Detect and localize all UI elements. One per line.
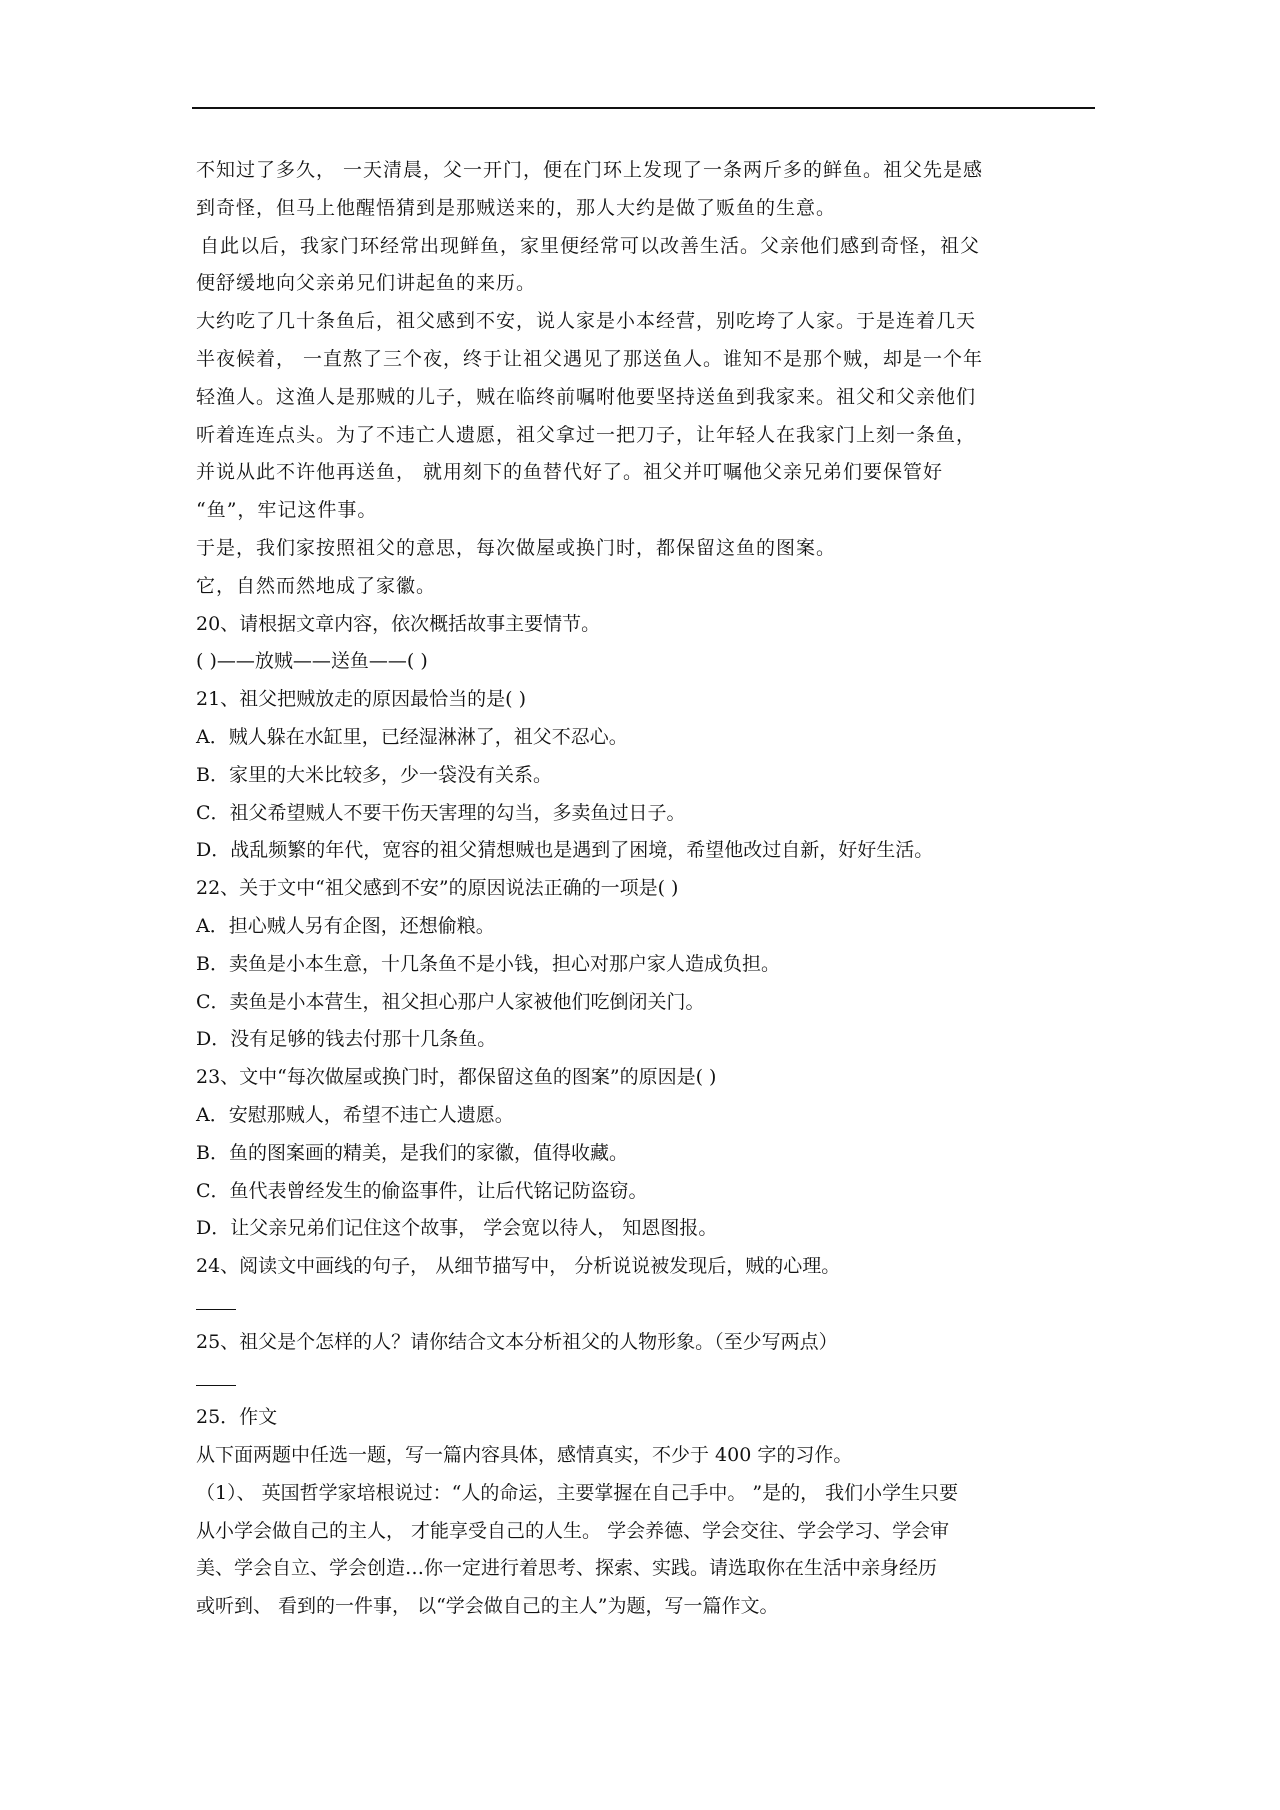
option-d: D．战乱频繁的年代，宽容的祖父猜想贼也是遇到了困境，希望他改过自新，好好生活。 xyxy=(196,839,934,862)
composition-intro: 从下面两题中任选一题，写一篇内容具体，感情真实，不少于 400 字的习作。 xyxy=(196,1444,853,1467)
story-line: 并说从此不许他再送鱼， 就用刻下的鱼替代好了。祖父并叮嘱他父亲兄弟们要保管好 xyxy=(196,461,944,484)
option-a: A．贼人躲在水缸里，已经湿淋淋了，祖父不忍心。 xyxy=(196,725,628,748)
option-a: A．安慰那贼人，希望不违亡人遗愿。 xyxy=(196,1103,514,1126)
story-line: 轻渔人。这渔人是那贼的儿子，贼在临终前嘱咐他要坚持送鱼到我家来。祖父和父亲他们 xyxy=(196,385,977,408)
question-stem: 25、祖父是个怎样的人？请你结合文本分析祖父的人物形象。（至少写两点） xyxy=(196,1330,838,1353)
question-20 xyxy=(196,606,1096,682)
composition-prompt-line: 美、学会自立、学会创造…你一定进行着思考、探索、实践。请选取你在生活中亲身经历 xyxy=(196,1557,938,1580)
story-line: 到奇怪，但马上他醒悟猜到是那贼送来的，那人大约是做了贩鱼的生意。 xyxy=(196,196,837,219)
composition-section xyxy=(196,1399,1096,1626)
composition-heading: 25．作文 xyxy=(196,1406,278,1429)
question-21 xyxy=(196,681,1096,870)
composition-prompt-line: 或听到、 看到的一件事， 以“学会做自己的主人”为题，写一篇作文。 xyxy=(196,1595,779,1618)
option-c: C．鱼代表曾经发生的偷盗事件，让后代铭记防盗窃。 xyxy=(196,1179,648,1202)
question-stem: 20、请根据文章内容，依次概括故事主要情节。 xyxy=(196,612,601,635)
question-stem: 23、文中“每次做屋或换门时，都保留这鱼的图案”的原因是( ) xyxy=(196,1066,717,1089)
story-line: 于是，我们家按照祖父的意思，每次做屋或换门时，都保留这鱼的图案。 xyxy=(196,536,837,559)
question-stem: 21、祖父把贼放走的原因最恰当的是( ) xyxy=(196,688,527,711)
composition-prompt-line: 从小学会做自己的主人， 才能享受自己的人生。 学会养德、学会交往、学会学习、学会审 xyxy=(196,1519,950,1542)
option-a: A．担心贼人另有企图，还想偷粮。 xyxy=(196,914,495,937)
question-22 xyxy=(196,870,1096,1059)
option-b: B．鱼的图案画的精美，是我们的家徽，值得收藏。 xyxy=(196,1141,628,1164)
option-b: B．家里的大米比较多，少一袋没有关系。 xyxy=(196,763,552,786)
story-line: 自此以后，我家门环经常出现鲜鱼，家里便经常可以改善生活。父亲他们感到奇怪，祖父 xyxy=(200,234,981,257)
plot-flow-answer: ( )——放贼——送鱼——( ) xyxy=(196,650,428,673)
option-c: C．祖父希望贼人不要干伤天害理的勾当，多卖鱼过日子。 xyxy=(196,801,686,824)
option-d: D．让父亲兄弟们记住这个故事， 学会宽以待人， 知恩图报。 xyxy=(196,1217,718,1240)
question-25 xyxy=(196,1324,1096,1400)
story-line: 不知过了多久， 一天清晨，父一开门，便在门环上发现了一条两斤多的鲜鱼。祖父先是感 xyxy=(196,159,984,181)
header-rule xyxy=(192,107,1095,109)
story-line: “鱼”，牢记这件事。 xyxy=(196,499,378,522)
story-passage xyxy=(196,152,1096,606)
option-c: C．卖鱼是小本营生，祖父担心那户人家被他们吃倒闭关门。 xyxy=(196,990,705,1013)
option-d: D．没有足够的钱去付那十几条鱼。 xyxy=(196,1028,497,1051)
question-stem: 24、阅读文中画线的句子， 从细节描写中， 分析说说被发现后，贼的心理。 xyxy=(196,1255,841,1278)
question-23 xyxy=(196,1059,1096,1248)
story-line: 大约吃了几十条鱼后，祖父感到不安，说人家是小本经营，别吃垮了人家。于是连着几天 xyxy=(196,310,977,333)
story-line: 半夜候着， 一直熬了三个夜，终于让祖父遇见了那送鱼人。谁知不是那个贼，却是一个年 xyxy=(196,347,984,370)
option-b: B．卖鱼是小本生意，十几条鱼不是小钱，担心对那户家人造成负担。 xyxy=(196,952,780,975)
question-24 xyxy=(196,1248,1096,1324)
answer-blank xyxy=(196,1367,236,1386)
story-line: 听着连连点头。为了不违亡人遗愿，祖父拿过一把刀子，让年轻人在我家门上刻一条鱼， xyxy=(196,423,977,446)
question-stem: 22、关于文中“祖父感到不安”的原因说法正确的一项是( ) xyxy=(196,877,679,900)
composition-prompt-line: （1）、 英国哲学家培根说过：“人的命运，主要掌握在自己手中。 ”是的， 我们小学生只要 xyxy=(196,1481,959,1504)
answer-line xyxy=(196,1286,1096,1324)
story-line: 它，自然而然地成了家徽。 xyxy=(196,574,437,597)
answer-blank xyxy=(196,1291,236,1310)
story-line: 便舒缓地向父亲弟兄们讲起鱼的来历。 xyxy=(196,272,537,295)
document-content xyxy=(196,152,1096,1626)
answer-line xyxy=(196,1362,1096,1400)
